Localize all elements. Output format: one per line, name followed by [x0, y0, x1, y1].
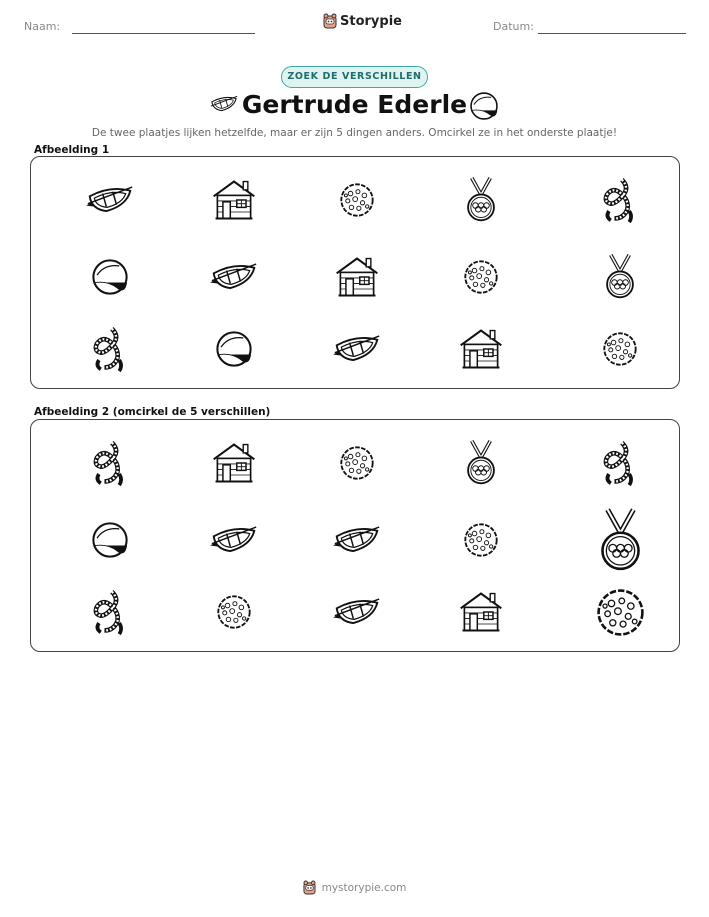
name-line: [72, 33, 255, 34]
rope-knot-icon: [80, 319, 140, 379]
sea-sponge-icon: [327, 170, 387, 230]
olympic-medal-icon: [590, 247, 650, 307]
rowboat-icon: [204, 247, 264, 307]
sea-sponge-icon: [590, 319, 650, 379]
rowboat-icon: [327, 319, 387, 379]
rope-knot-icon[interactable]: [80, 582, 140, 642]
date-label: Datum:: [493, 20, 534, 33]
brand-logo: [323, 13, 402, 29]
page-title: Gertrude Ederle: [241, 90, 468, 119]
olympic-medal-icon[interactable]: [451, 433, 511, 493]
picture-2-label: Afbeelding 2 (omcirkel de 5 verschillen): [34, 406, 271, 418]
log-cabin-icon: [327, 247, 387, 307]
name-label: Naam:: [24, 20, 61, 33]
log-cabin-icon[interactable]: [451, 582, 511, 642]
log-cabin-icon[interactable]: [204, 433, 264, 493]
footer: [0, 880, 709, 895]
rowboat-icon[interactable]: [327, 510, 387, 570]
sea-sponge-icon[interactable]: [327, 433, 387, 493]
log-cabin-icon: [204, 170, 264, 230]
sea-sponge-icon[interactable]: [204, 582, 264, 642]
storypie-mascot-icon: [323, 13, 337, 29]
rope-knot-icon[interactable]: [80, 433, 140, 493]
sea-sponge-icon[interactable]: [451, 510, 511, 570]
instructions: De twee plaatjes lijken hetzelfde, maar er zijn 5 dingen anders. Omcirkel ze in het onderste plaatje!: [91, 127, 618, 139]
sea-sponge-icon[interactable]: [590, 582, 650, 642]
rowboat-icon[interactable]: [327, 582, 387, 642]
log-cabin-icon: [451, 319, 511, 379]
brand-name: Storypie: [340, 13, 402, 29]
rope-knot-icon: [590, 170, 650, 230]
picture-2-panel[interactable]: [30, 419, 680, 652]
swim-cap-icon: [80, 247, 140, 307]
footer-site: mystorypie.com: [321, 881, 407, 894]
date-line: [538, 33, 686, 34]
swim-cap-icon: [468, 90, 500, 127]
storypie-mascot-icon: [303, 880, 316, 895]
olympic-medal-icon: [451, 170, 511, 230]
swim-cap-icon: [204, 319, 264, 379]
sea-sponge-icon: [451, 247, 511, 307]
rowboat-icon: [80, 170, 140, 230]
picture-1-panel: [30, 156, 680, 389]
rope-knot-icon[interactable]: [590, 433, 650, 493]
olympic-medal-icon[interactable]: [590, 510, 650, 570]
picture-1-label: Afbeelding 1: [34, 144, 110, 156]
rowboat-icon[interactable]: [204, 510, 264, 570]
topic-badge: ZOEK DE VERSCHILLEN: [281, 66, 428, 88]
swim-cap-icon[interactable]: [80, 510, 140, 570]
